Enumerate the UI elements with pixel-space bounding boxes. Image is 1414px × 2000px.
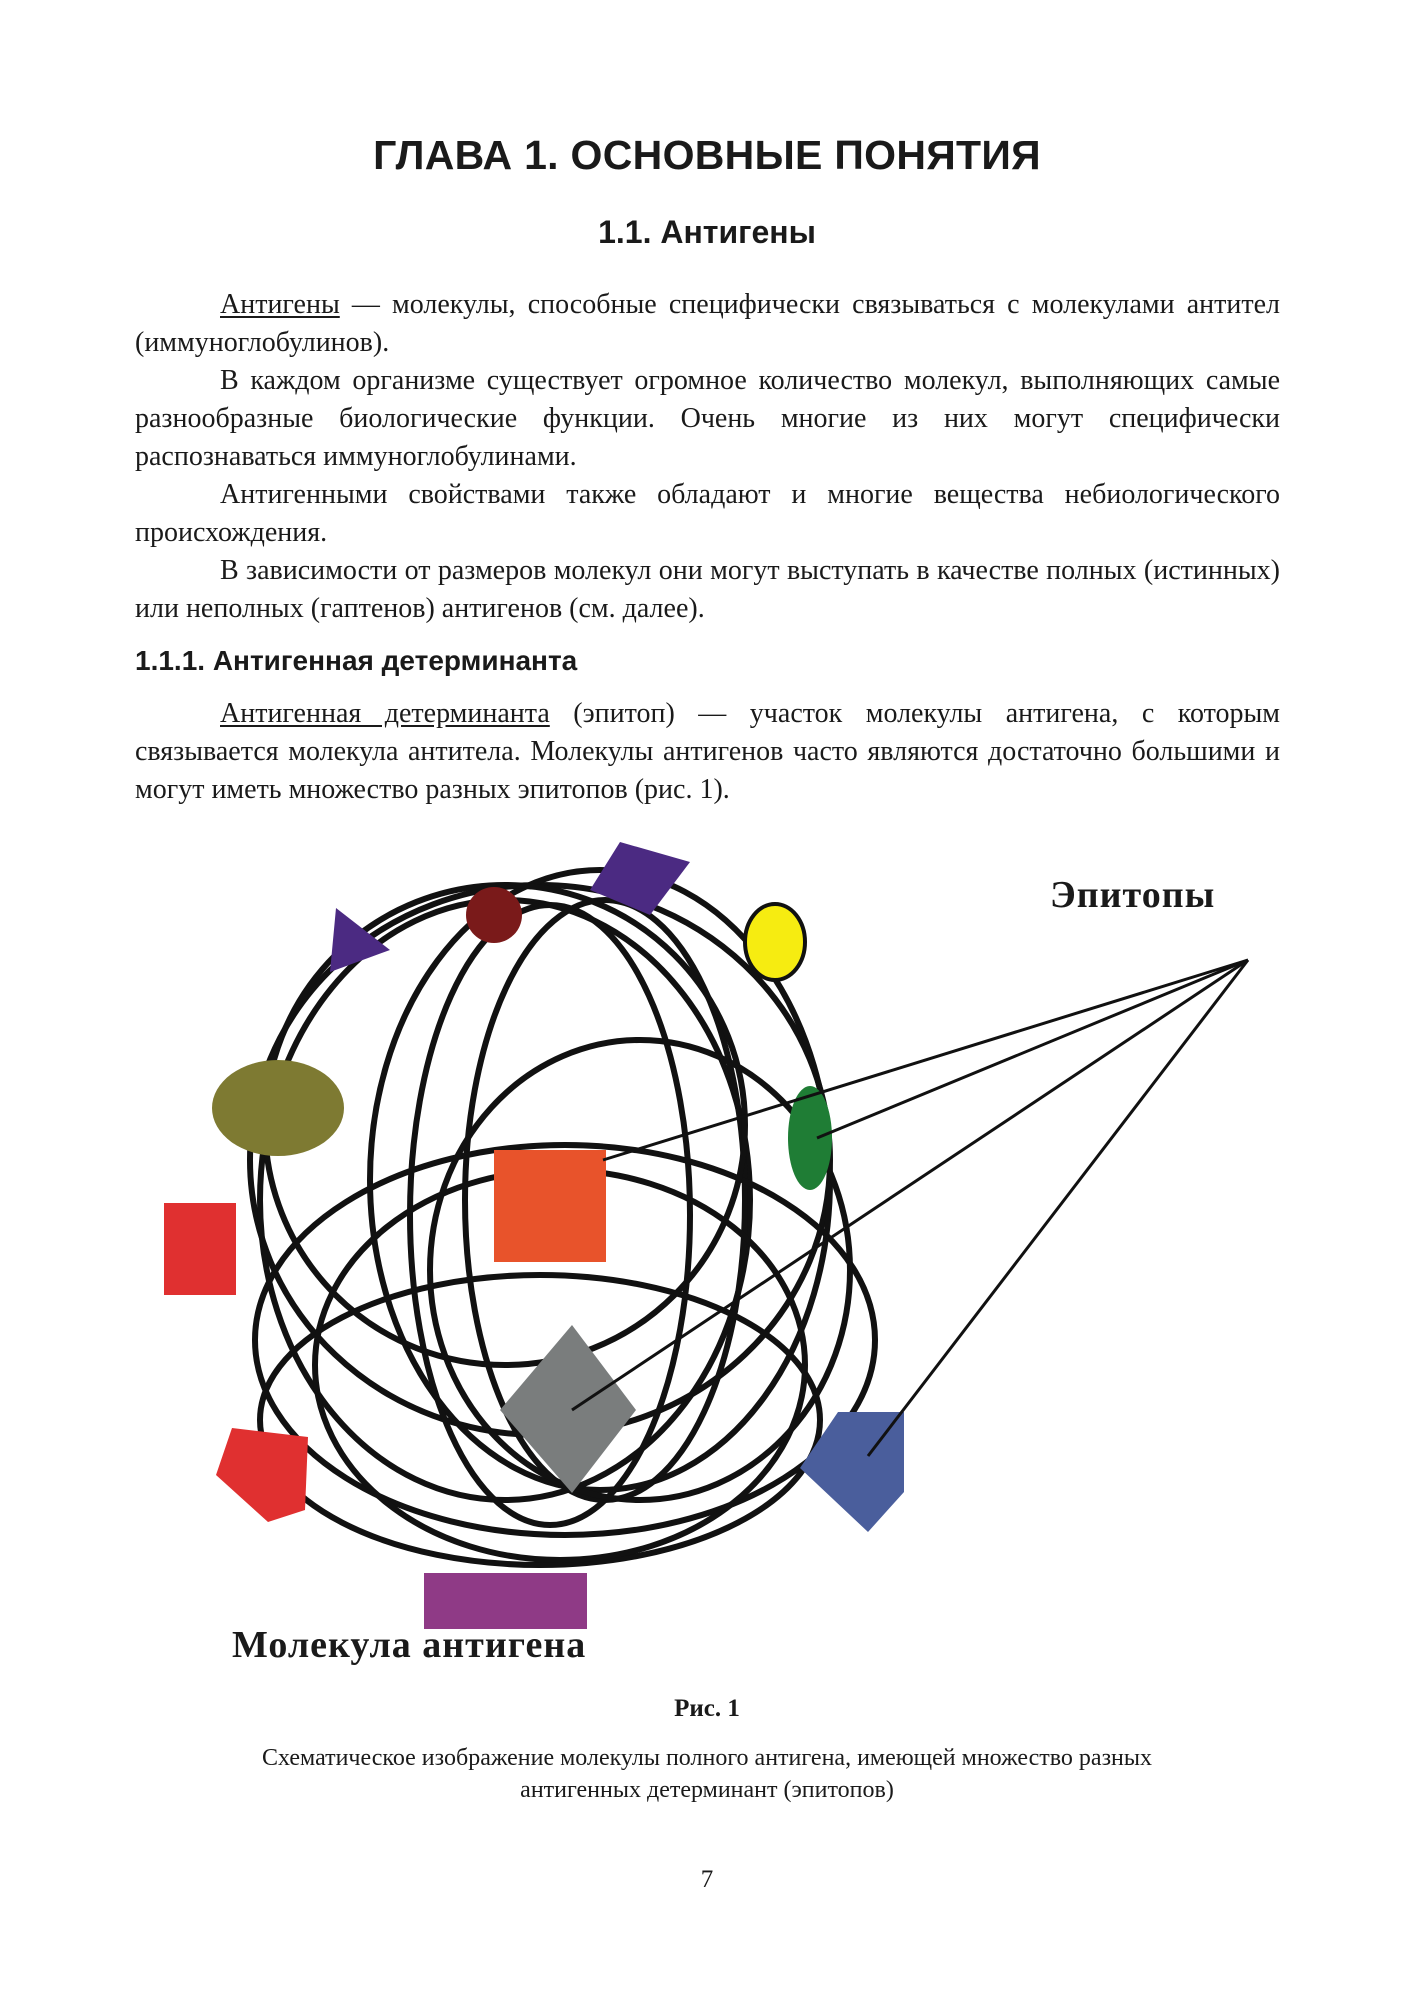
page-number: 7 bbox=[700, 1866, 714, 1893]
epitope-red-rectangle bbox=[164, 1203, 236, 1295]
section-title: 1.1. Антигены bbox=[598, 214, 816, 250]
paragraph: Антигенными свойствами также обладают и многие вещества небиологического происхождения. bbox=[135, 479, 1280, 548]
epitope-magenta-rectangle bbox=[424, 1573, 587, 1629]
antigen-diagram bbox=[0, 820, 1414, 1680]
pointer-line-blue bbox=[868, 960, 1248, 1456]
figure-caption-number: Рис. 1 bbox=[674, 1695, 740, 1722]
figure-antigen-molecule bbox=[0, 820, 1414, 1680]
epitope-central-square bbox=[494, 1150, 606, 1262]
molecule-loop bbox=[430, 1040, 850, 1500]
epitope-circle bbox=[466, 887, 522, 943]
paragraph-definition bbox=[135, 286, 1280, 362]
paragraph: В каждом организме существует огромное количество молекул, выполняющих самые разнообразные биологические функции. Очень многие из них могут специфически распознаваться иммуноглобулинами. bbox=[135, 365, 1280, 472]
paragraph: В зависимости от размеров молекул они могут выступать в качестве полных (истинных) или неполных (гаптенов) антигенов (см. далее). bbox=[135, 555, 1280, 624]
label-antigen-molecule: Молекула антигена bbox=[232, 1624, 587, 1666]
term-antigens: Антигены bbox=[220, 289, 340, 320]
term-determinant: Антигенная детерминанта bbox=[220, 698, 550, 729]
paragraph-text: (эпитоп) — участок молекулы антигена, с которым связывается молекула антитела. Молекулы антигенов часто являются достаточно большими и могут иметь множество разных эпитопов (рис. 1). bbox=[135, 698, 1280, 805]
label-epitopes: Эпитопы bbox=[1050, 874, 1216, 916]
pointer-line-green bbox=[817, 960, 1248, 1138]
chapter-title: ГЛАВА 1. ОСНОВНЫЕ ПОНЯТИЯ bbox=[373, 132, 1041, 178]
paragraph-definition bbox=[135, 695, 1280, 809]
epitope-pointers bbox=[572, 960, 1248, 1456]
subsection-title: 1.1.1. Антигенная детерминанта bbox=[135, 645, 578, 676]
figure-caption-text: Схематическое изображение молекулы полного антигена, имеющей множество разных антигенных детерминант (эпитопов) bbox=[261, 1745, 1153, 1803]
epitope-olive-oval bbox=[212, 1060, 344, 1156]
subsection-body bbox=[135, 695, 1280, 809]
epitope-red-pentagon bbox=[216, 1428, 308, 1522]
pointer-line-diamond bbox=[572, 960, 1248, 1410]
paragraph-text: — молекулы, способные специфически связываться с молекулами антител (иммуноглобулинов). bbox=[135, 289, 1280, 358]
epitope-yellow-oval bbox=[745, 904, 805, 980]
pointer-line-square bbox=[603, 960, 1248, 1160]
section-body bbox=[135, 286, 1280, 628]
